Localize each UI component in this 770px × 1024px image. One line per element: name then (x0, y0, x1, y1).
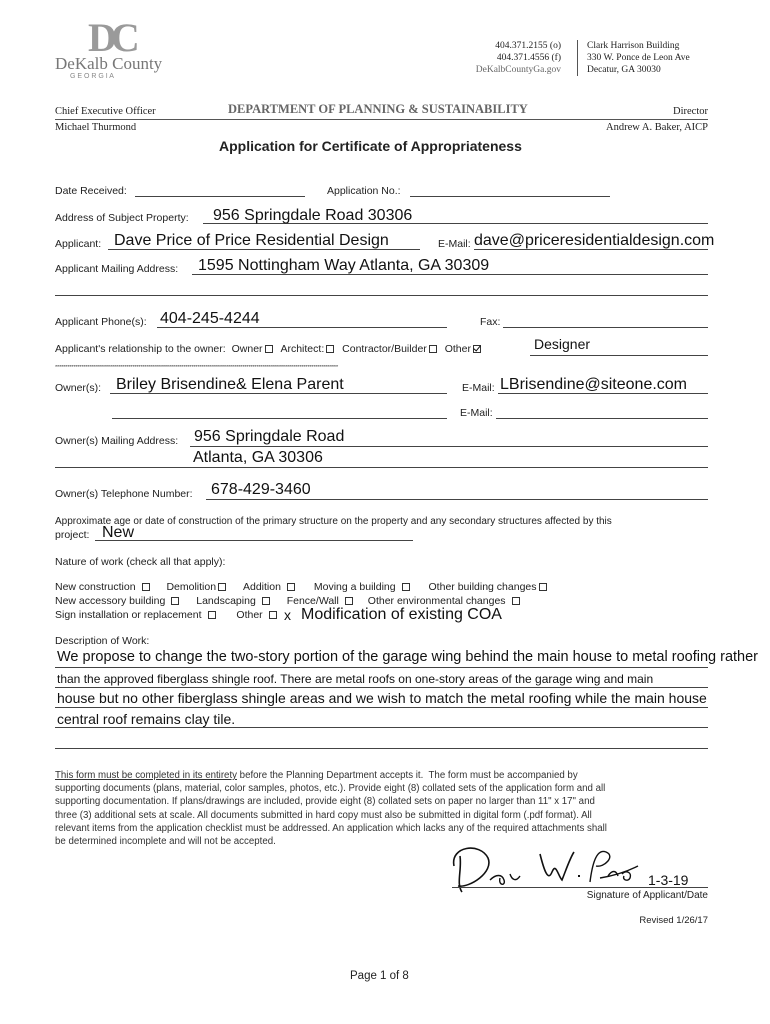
new-construction-label: New construction (55, 581, 136, 593)
architect-option-label: Architect: (280, 343, 325, 355)
revision-date: Revised 1/26/17 (639, 915, 708, 926)
notice-line-3: supporting documentation. If plans/drawings are included, provide eight (8) collated sets on paper no larger than 11" x 17" and (55, 796, 595, 808)
date-received-field[interactable] (135, 196, 305, 197)
contact-fax: 404.371.4556 (f) (496, 53, 561, 63)
sign-checkbox[interactable] (208, 611, 216, 619)
applicant-email-value: dave@priceresidentialdesign.com (474, 232, 715, 249)
address-street: 330 W. Ponce de Leon Ave (587, 53, 690, 63)
owner-option-label: Owner (231, 343, 263, 355)
mailing-label: Applicant Mailing Address: (55, 263, 179, 275)
description-field-5[interactable] (55, 748, 708, 749)
age-label-line-2: project: (55, 529, 90, 541)
owner-email-label: E-Mail: (462, 382, 495, 394)
owner-email-field-2[interactable] (496, 418, 708, 419)
section-divider-stars: ******************************************************************************************************************************************* (55, 365, 338, 371)
notice-line-1: before the Planning Department accepts it. The form must be accompanied by (236, 770, 578, 781)
address-building: Clark Harrison Building (587, 41, 680, 51)
architect-checkbox[interactable] (326, 345, 334, 353)
relationship-label: Applicant's relationship to the owner: (55, 343, 226, 355)
notice-line-4: three (3) additional sets at scale. All documents submitted in hard copy must also be submitted in digital form (.pdf format). All (55, 809, 592, 821)
logo-state: G E O R G I A (70, 73, 114, 80)
other-building-label: Other building changes (428, 581, 537, 593)
work-row-3 (55, 609, 279, 621)
moving-checkbox[interactable] (402, 583, 410, 591)
contractor-option-label: Contractor/Builder (342, 343, 427, 355)
other-work-label: Other (236, 609, 263, 621)
signature-date: 1-3-19 (648, 872, 689, 888)
description-label: Description of Work: (55, 635, 150, 647)
contact-website[interactable]: DeKalbCountyGa.gov (475, 65, 561, 75)
fence-label: Fence/Wall (286, 595, 339, 607)
signature-label: Signature of Applicant/Date (586, 890, 708, 901)
other-relationship-value: Designer (534, 336, 591, 352)
phone-label: Applicant Phone(s): (55, 316, 147, 328)
header-rule (55, 119, 708, 120)
owner-email-value: LBrisendine@siteone.com (500, 376, 688, 393)
contact-divider (577, 40, 578, 76)
applicant-label: Applicant: (55, 238, 102, 250)
description-field-3[interactable] (55, 707, 708, 708)
date-received-label: Date Received: (55, 185, 127, 197)
new-accessory-checkbox[interactable] (171, 597, 179, 605)
applicant-value: Dave Price of Price Residential Design (114, 232, 389, 249)
owners-value: Briley Brisendine& Elena Parent (116, 376, 344, 393)
contact-phone: 404.371.2155 (o) (495, 41, 561, 51)
application-no-label: Application No.: (327, 185, 401, 197)
landscaping-checkbox[interactable] (262, 597, 270, 605)
new-accessory-label: New accessory building (55, 595, 166, 607)
owner-phone-value: 678-429-3460 (211, 481, 311, 498)
addition-label: Addition (243, 581, 281, 593)
nature-label: Nature of work (check all that apply): (55, 556, 226, 568)
director-name: Andrew A. Baker, AICP (606, 122, 708, 133)
ceo-name: Michael Thurmond (55, 122, 137, 133)
other-work-mark: x (284, 607, 291, 623)
form-title: Application for Certificate of Appropriateness (219, 138, 522, 154)
notice-emphasis: This form must be completed in its entirety (55, 770, 237, 781)
notice-line-5: relevant items from the application checklist must be addressed. An application which lacks any of the required attachments shall (55, 822, 607, 834)
sign-label: Sign installation or replacement (55, 609, 202, 621)
mailing-value: 1595 Nottingham Way Atlanta, GA 30309 (198, 257, 490, 274)
contractor-checkbox[interactable] (429, 345, 437, 353)
new-construction-checkbox[interactable] (142, 583, 150, 591)
other-building-checkbox[interactable] (539, 583, 547, 591)
demolition-label: Demolition (166, 581, 217, 593)
fence-checkbox[interactable] (345, 597, 353, 605)
signature-field[interactable] (452, 887, 708, 888)
other-env-label: Other environmental changes (367, 595, 506, 607)
department-name: DEPARTMENT OF PLANNING & SUSTAINABILITY (228, 102, 528, 116)
demolition-checkbox[interactable] (218, 583, 226, 591)
mailing-field-line-2[interactable] (55, 295, 708, 296)
fax-label: Fax: (480, 316, 501, 328)
address-label: Address of Subject Property: (55, 212, 189, 224)
address-value: 956 Springdale Road 30306 (213, 207, 413, 224)
other-option-label: Other (444, 343, 471, 355)
owners-field-2[interactable] (112, 418, 447, 419)
description-field-4[interactable] (55, 727, 708, 728)
description-line-2: than the approved fiberglass shingle roof. There are metal roofs on one-story areas of the garage wing and main (57, 672, 654, 686)
owner-mailing-value-1: 956 Springdale Road (194, 428, 345, 445)
ceo-title: Chief Executive Officer (55, 106, 156, 117)
phone-value: 404-245-4244 (160, 310, 260, 327)
owner-checkbox[interactable] (265, 345, 273, 353)
description-field-2[interactable] (55, 687, 708, 688)
fax-field[interactable] (503, 327, 708, 328)
description-line-4: central roof remains clay tile. (57, 711, 236, 727)
other-work-checkbox[interactable] (269, 611, 277, 619)
notice-line-6: be determined incomplete and will not be accepted. (55, 836, 276, 848)
owner-mailing-field-2[interactable] (55, 467, 708, 468)
page-number: Page 1 of 8 (350, 970, 409, 982)
owner-mailing-value-2: Atlanta, GA 30306 (193, 449, 323, 466)
moving-label: Moving a building (313, 581, 396, 593)
owner-email-2-label: E-Mail: (460, 407, 493, 419)
addition-checkbox[interactable] (287, 583, 295, 591)
age-label-line-1: Approximate age or date of construction of the primary structure on the property and any secondary structures affected by this (55, 516, 612, 527)
logo-county-name: DeKalb County (55, 54, 163, 73)
other-relationship-field[interactable] (530, 355, 708, 356)
applicant-email-label: E-Mail: (438, 238, 471, 250)
work-row-1 (55, 581, 549, 593)
description-line-3: house but no other fiberglass shingle areas and we wish to match the metal roofing while the main house (57, 690, 707, 706)
other-checkbox-checked[interactable] (473, 345, 481, 353)
other-env-checkbox[interactable] (512, 597, 520, 605)
description-field-1[interactable] (55, 667, 708, 668)
owner-phone-field[interactable] (206, 499, 708, 500)
owners-label: Owner(s): (55, 382, 102, 394)
owner-mailing-label: Owner(s) Mailing Address: (55, 435, 179, 447)
relationship-row (55, 343, 483, 355)
age-field[interactable] (95, 540, 413, 541)
landscaping-label: Landscaping (196, 595, 256, 607)
age-value: New (102, 524, 135, 541)
director-title: Director (673, 106, 708, 117)
application-no-field[interactable] (410, 196, 610, 197)
owner-phone-label: Owner(s) Telephone Number: (55, 488, 193, 500)
address-city: Decatur, GA 30030 (587, 65, 661, 75)
other-work-value: Modification of existing COA (301, 606, 502, 623)
logo-monogram: DC (88, 15, 134, 60)
notice-line-2: supporting documents (plans, material, color samples, photos, etc.). Provide eight (8) collated sets of the application form and all (55, 783, 606, 795)
owner-mailing-field[interactable] (190, 446, 708, 447)
description-line-1: We propose to change the two-story portion of the garage wing behind the main house to metal roofing rather (57, 649, 758, 665)
